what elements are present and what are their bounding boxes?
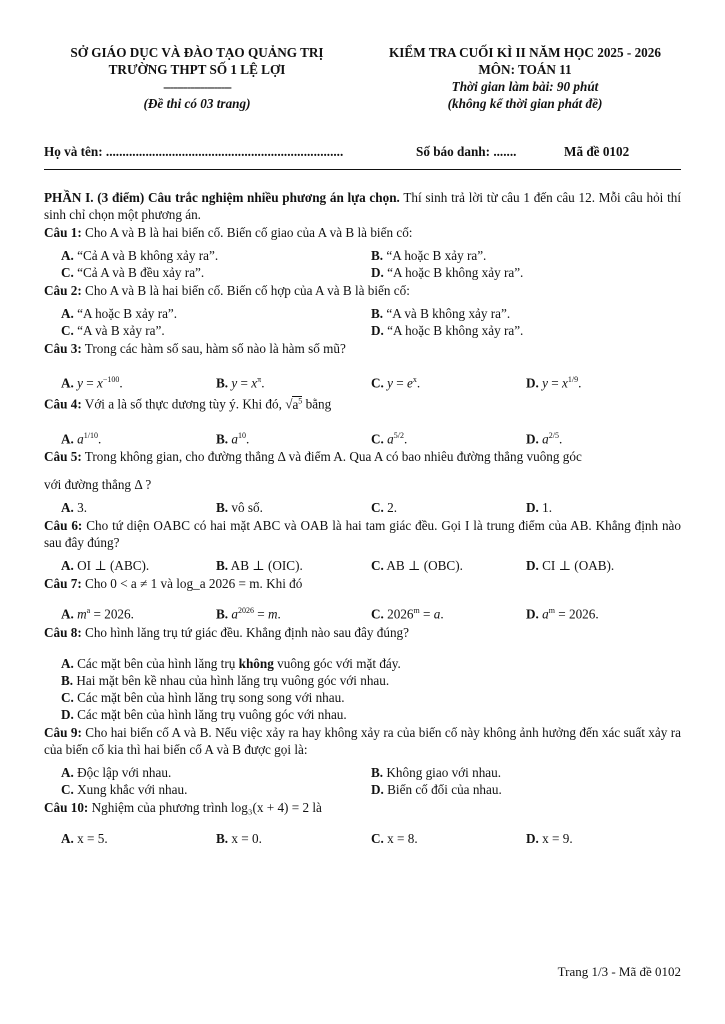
option-letter: A. <box>61 764 74 780</box>
question-9 <box>44 724 681 758</box>
option-letter: A. <box>61 248 74 263</box>
subject: MÔN: TOÁN 11 <box>478 62 572 77</box>
option-letter: B. <box>216 500 229 516</box>
option-letter: D. <box>526 830 539 846</box>
option-letter: C. <box>371 558 384 574</box>
option-letter: B. <box>371 306 384 321</box>
time-note: (không kể thời gian phát đề) <box>447 96 603 111</box>
option-text: x = 5. <box>77 830 108 846</box>
question-text: Cho tứ diện OABC có hai mặt ABC và OAB là hai tam giác đều. Gọi I là trung điểm của AB. Khẳng định nào sau đây đúng? <box>44 518 681 551</box>
question-text: Nghiệm của phương trình log₃(x + 4) = 2 là <box>88 799 322 815</box>
option-letter: B. <box>371 248 384 263</box>
question-text: Trong các hàm số sau, hàm số nào là hàm số mũ? <box>81 341 346 356</box>
question-text: Cho hai biến cố A và B. Nếu việc xảy ra hay không xảy ra của biến cố này không ảnh hưởng đến xác suất xảy ra của biến cố kia thì hai biến cố A và B được gọi là: <box>44 724 681 757</box>
option-text: “A hoặc B xảy ra”. <box>77 306 178 321</box>
question-5-options <box>44 499 681 516</box>
question-label: Câu 3: <box>44 341 82 356</box>
option-text: CI ⊥ (OAB). <box>542 558 615 574</box>
student-info <box>44 144 681 162</box>
option-text: x = 8. <box>387 830 418 846</box>
school-name: TRƯỜNG THPT SỐ 1 LỆ LỢI <box>108 62 286 77</box>
option-c: C. $2026^m = a$. <box>371 606 444 622</box>
question-text: Cho A và B là hai biến cố. Biến cố hợp của A và B là biến cố: <box>81 283 410 298</box>
exam-time: Thời gian làm bài: 90 phút <box>451 79 599 94</box>
option-text: Độc lập với nhau. <box>77 764 172 780</box>
header-right <box>365 44 685 112</box>
option-text: Xung khắc với nhau. <box>77 781 188 797</box>
option-text: Biến cố đối của nhau. <box>387 781 502 797</box>
option-letter: C. <box>371 500 384 516</box>
question-10-options <box>44 830 681 847</box>
question-4-options <box>44 427 681 447</box>
question-9-options-ab <box>44 764 681 781</box>
part-1-title: PHẦN I. (3 điểm) Câu trắc nghiệm nhiều phương án lựa chọn. <box>44 190 400 205</box>
option-text: “A hoặc B không xảy ra”. <box>387 323 524 338</box>
question-5 <box>44 448 681 465</box>
question-label: Câu 7: <box>44 576 82 592</box>
option-letter: D. <box>371 265 384 280</box>
question-7-options <box>44 602 681 622</box>
option-text: x = 0. <box>231 830 262 846</box>
option-d: D. $a^{2/5}$. <box>526 430 563 447</box>
option-text: 3. <box>77 500 88 516</box>
question-2 <box>44 282 681 299</box>
option-d: D. $a^m = 2026$. <box>526 606 599 622</box>
option-text: AB ⊥ (OBC). <box>386 558 463 574</box>
option-text: Không giao với nhau. <box>386 764 502 780</box>
header-left <box>42 44 352 112</box>
option-b: B. $y = x^\pi$. <box>216 375 265 391</box>
option-b: B. $a^{10}$. <box>216 430 250 447</box>
option-text: “A và B không xảy ra”. <box>386 306 511 321</box>
sqrt-expression: $√a^5$ <box>285 396 303 412</box>
question-label: Câu 6: <box>44 518 83 534</box>
question-8-option-a: A. Các mặt bên của hình lăng trụ không vuông góc với mặt đáy. <box>61 655 401 671</box>
option-a: A. $a^{1/10}$. <box>61 430 102 447</box>
option-text: “Cả A và B đều xảy ra”. <box>77 265 205 280</box>
question-text-end: bằng <box>302 396 332 412</box>
question-text: Trong không gian, cho đường thẳng Δ và điểm A. Qua A có bao nhiêu đường thẳng vuông góc <box>81 449 582 465</box>
option-text: “A hoặc B xảy ra”. <box>386 248 487 263</box>
department-name: SỞ GIÁO DỤC VÀ ĐÀO TẠO QUẢNG TRỊ <box>70 45 324 60</box>
exam-code: Mã đề 0102 <box>564 144 630 159</box>
option-letter: B. <box>371 764 384 780</box>
question-2-options-cd <box>44 322 681 339</box>
option-letter: C. <box>61 781 74 797</box>
exam-body <box>44 189 681 847</box>
option-letter: D. <box>526 500 539 516</box>
question-label: Câu 9: <box>44 724 82 740</box>
option-letter: A. <box>61 500 74 516</box>
header-divider <box>44 169 681 170</box>
question-label: Câu 10: <box>44 799 89 815</box>
option-letter: A. <box>61 830 74 846</box>
question-text: Cho A và B là hai biến cố. Biến cố giao của A và B là biến cố: <box>81 225 413 240</box>
option-c: C. $a^{5/2}$. <box>371 430 408 447</box>
question-9-options-cd <box>44 781 681 798</box>
question-3-options <box>44 371 681 391</box>
option-letter: C. <box>61 265 74 280</box>
question-1-options-ab <box>44 247 681 264</box>
option-letter: D. <box>526 558 539 574</box>
option-text: vô số. <box>231 500 263 516</box>
question-6 <box>44 517 681 551</box>
question-7 <box>44 575 681 592</box>
question-1-options-cd <box>44 264 681 281</box>
option-a: A. $y = x^{-100}$. <box>61 375 123 391</box>
option-letter: B. <box>216 830 229 846</box>
question-6-options <box>44 557 681 574</box>
question-3 <box>44 340 681 357</box>
option-text: AB ⊥ (OIC). <box>230 558 303 574</box>
option-b: B. $a^{2026} = m$. <box>216 606 281 622</box>
question-4 <box>44 392 681 412</box>
question-1 <box>44 224 681 241</box>
question-10 <box>44 799 681 816</box>
question-label: Câu 2: <box>44 283 82 298</box>
question-label: Câu 4: <box>44 396 82 412</box>
option-letter: B. <box>216 558 229 574</box>
question-8-option-b: B. Hai mặt bên kề nhau của hình lăng trụ vuông góc với nhau. <box>61 672 390 688</box>
question-8-option-d: D. Các mặt bên của hình lăng trụ vuông góc với nhau. <box>61 706 347 722</box>
option-letter: D. <box>371 323 384 338</box>
student-name-field: Họ và tên: ........................................................................ <box>44 144 344 159</box>
option-d: D. $y = x^{1/9}$. <box>526 375 582 391</box>
option-letter: A. <box>61 306 74 321</box>
question-8-option-c: C. Các mặt bên của hình lăng trụ song song với nhau. <box>61 689 345 705</box>
exam-title: KIỂM TRA CUỐI KÌ II NĂM HỌC 2025 - 2026 <box>389 45 661 60</box>
question-text: Cho 0 < a ≠ 1 và log_a 2026 = m. Khi đó <box>81 576 303 592</box>
question-label: Câu 1: <box>44 225 82 240</box>
option-c: C. $y = e^x$. <box>371 375 421 391</box>
option-text: “A hoặc B không xảy ra”. <box>387 265 524 280</box>
option-text: 2. <box>387 500 398 516</box>
option-a: A. $m^a = 2026$. <box>61 606 134 622</box>
question-text: Cho hình lăng trụ tứ giác đều. Khẳng định nào sau đây đúng? <box>81 624 409 640</box>
header-dashes: -------------------- <box>163 79 231 94</box>
option-text: “A và B xảy ra”. <box>77 323 165 338</box>
option-letter: C. <box>61 323 74 338</box>
option-text: 1. <box>542 500 553 516</box>
option-text: OI ⊥ (ABC). <box>77 558 150 574</box>
question-2-options-ab <box>44 305 681 322</box>
candidate-number-field: Số báo danh: ....... <box>416 144 517 159</box>
page-count-note: (Đề thi có 03 trang) <box>143 96 251 111</box>
option-letter: D. <box>371 781 384 797</box>
question-label: Câu 8: <box>44 624 82 640</box>
question-text: Với a là số thực dương tùy ý. Khi đó, <box>81 396 286 412</box>
question-5-cont: với đường thẳng Δ ? <box>44 477 152 493</box>
option-letter: C. <box>371 830 384 846</box>
option-text: x = 9. <box>542 830 573 846</box>
option-text: “Cả A và B không xảy ra”. <box>77 248 219 263</box>
question-label: Câu 5: <box>44 449 82 465</box>
part-1-description: Thí sinh trả lời từ câu 1 đến câu 12. Mỗi câu hỏi thí sinh chỉ chọn một phương án. <box>44 190 681 222</box>
page-footer: Trang 1/3 - Mã đề 0102 <box>557 964 681 979</box>
part-1-intro <box>44 189 681 223</box>
option-letter: A. <box>61 558 74 574</box>
question-8 <box>44 624 681 641</box>
